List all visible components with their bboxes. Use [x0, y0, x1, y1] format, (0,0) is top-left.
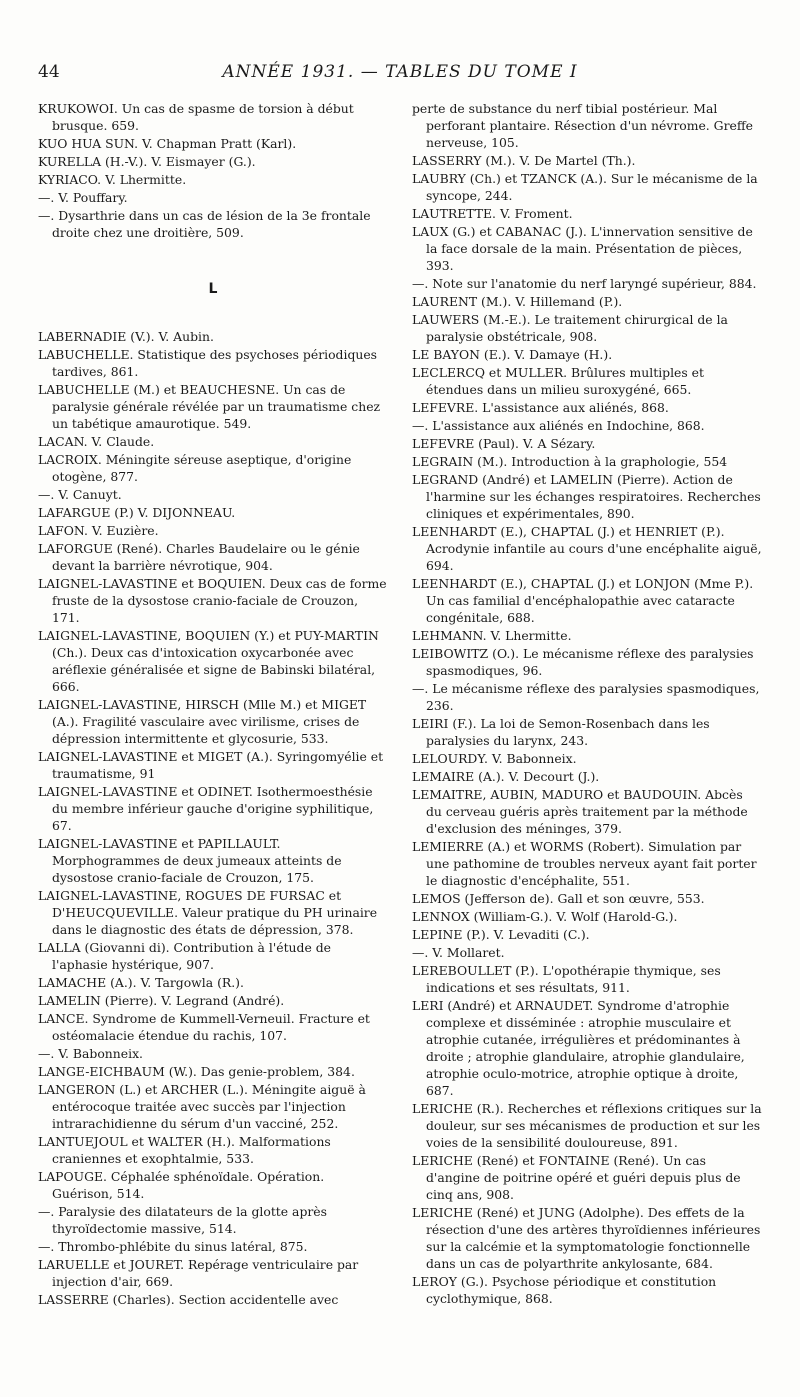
index-entry: LEENHARDT (E.), CHAPTAL (J.) et LONJON (Mme P.). Un cas familial d'encéphalopathie avec cataracte congénitale, 688.: [412, 576, 754, 625]
index-entry: LEGRAIN (M.). Introduction à la graphologie, 554: [412, 454, 728, 469]
index-entry: LASSERRY (M.). V. De Martel (Th.).: [412, 153, 636, 168]
index-entry: LAFORGUE (René). Charles Baudelaire ou le génie devant la barrière névrotique, 904.: [38, 541, 360, 573]
left-column: [38, 100, 388, 1309]
index-entry: LAIGNEL-LAVASTINE, HIRSCH (Mlle M.) et MIGET (A.). Fragilité vasculaire avec virilisme, crises de dépression intermittente et glycosurie, 533.: [38, 697, 367, 746]
index-entry: KURELLA (H.-V.). V. Eismayer (G.).: [38, 154, 256, 169]
index-entry: LEIBOWITZ (O.). Le mécanisme réflexe des paralysies spasmodiques, 96.: [412, 646, 754, 678]
index-entry: LAMELIN (Pierre). V. Legrand (André).: [38, 993, 285, 1008]
index-entry: LEIRI (F.). La loi de Semon-Rosenbach dans les paralysies du larynx, 243.: [412, 716, 710, 748]
index-entry: KRUKOWOI. Un cas de spasme de torsion à début brusque. 659.: [38, 101, 354, 133]
index-entry: LACROIX. Méningite séreuse aseptique, d'origine otogène, 877.: [38, 452, 352, 484]
index-entry: LASSERRE (Charles). Section accidentelle avec: [38, 1292, 339, 1307]
index-entry: —. L'assistance aux aliénés en Indochine, 868.: [412, 418, 705, 433]
index-entry: LE BAYON (E.). V. Damaye (H.).: [412, 347, 613, 362]
index-entry: LANCE. Syndrome de Kummell-Verneuil. Fracture et ostéomalacie étendue du rachis, 107.: [38, 1011, 370, 1043]
index-entry: —. V. Mollaret.: [412, 945, 505, 960]
index-entry: LENNOX (William-G.). V. Wolf (Harold-G.).: [412, 909, 678, 924]
index-entry: LABUCHELLE (M.) et BEAUCHESNE. Un cas de paralysie générale révélée par un traumatisme chez un tabétique amaurotique. 549.: [38, 382, 381, 431]
index-entry: LACAN. V. Claude.: [38, 434, 155, 449]
index-entry: LAFARGUE (P.) V. DIJONNEAU.: [38, 505, 236, 520]
index-entry: LAIGNEL-LAVASTINE et PAPILLAULT. Morphogrammes de deux jumeaux atteints de dysostose cranio-faciale de Crouzon, 175.: [38, 836, 342, 885]
entries-l-right: [412, 100, 762, 1307]
index-entry: LEFEVRE. L'assistance aux aliénés, 868.: [412, 400, 669, 415]
index-entry: LEFEVRE (Paul). V. A Sézary.: [412, 436, 596, 451]
index-entry: LERI (André) et ARNAUDET. Syndrome d'atrophie complexe et disséminée : atrophie musculaire et atrophie cutanée, irrégulières et prédominantes à droite ; atrophie glandulaire, atrophie glandulaire, atrophie oculo-motrice, atrophie optique à droite, 687.: [412, 998, 745, 1098]
index-entry: LERICHE (R.). Recherches et réflexions critiques sur la douleur, sur ses mécanismes de production et sur les voies de la sensibilité douloureuse, 891.: [412, 1101, 762, 1150]
index-entry: LEREBOULLET (P.). L'opothérapie thymique, ses indications et ses résultats, 911.: [412, 963, 721, 995]
index-entry: —. V. Canuyt.: [38, 487, 122, 502]
index-entry: LEPINE (P.). V. Levaditi (C.).: [412, 927, 590, 942]
index-entry: LAIGNEL-LAVASTINE et BOQUIEN. Deux cas de forme fruste de la dysostose cranio-faciale de Crouzon, 171.: [38, 576, 387, 625]
index-entry: LAPOUGE. Céphalée sphénoïdale. Opération. Guérison, 514.: [38, 1169, 325, 1201]
index-entry: LEGRAND (André) et LAMELIN (Pierre). Action de l'harmine sur les échanges respiratoires. Recherches cliniques et expérimentales, 890.: [412, 472, 761, 521]
index-entry: —. Dysarthrie dans un cas de lésion de la 3e frontale droite chez une droitière, 509.: [38, 208, 371, 240]
index-entry: LANTUEJOUL et WALTER (H.). Malformations craniennes et exophtalmie, 533.: [38, 1134, 331, 1166]
index-entry: LAIGNEL-LAVASTINE et ODINET. Isothermoesthésie du membre inférieur gauche d'origine syphilitique, 67.: [38, 784, 374, 833]
index-entry: LABERNADIE (V.). V. Aubin.: [38, 329, 214, 344]
index-entry: —. V. Pouffary.: [38, 190, 128, 205]
running-title: ANNÉE 1931. — TABLES DU TOME I: [222, 62, 578, 82]
index-entry: LECLERCQ et MULLER. Brûlures multiples et étendues dans un milieu suroxygéné, 665.: [412, 365, 704, 397]
index-entry: —. Thrombo-phlébite du sinus latéral, 875.: [38, 1239, 308, 1254]
page-header: [38, 62, 762, 84]
index-entry: LALLA (Giovanni di). Contribution à l'étude de l'aphasie hystérique, 907.: [38, 940, 332, 972]
index-entry: —. Paralysie des dilatateurs de la glotte après thyroïdectomie massive, 514.: [38, 1204, 327, 1236]
index-entry: LAUTRETTE. V. Froment.: [412, 206, 573, 221]
index-entry: LAIGNEL-LAVASTINE, ROGUES DE FURSAC et D'HEUCQUEVILLE. Valeur pratique du PH urinaire dans le diagnostic des états de dépression, 378.: [38, 888, 378, 937]
index-entry: —. Le mécanisme réflexe des paralysies spasmodiques, 236.: [412, 681, 760, 713]
index-entry: LAURENT (M.). V. Hillemand (P.).: [412, 294, 623, 309]
index-entry: LAUBRY (Ch.) et TZANCK (A.). Sur le mécanisme de la syncope, 244.: [412, 171, 758, 203]
index-entry: LANGE-EICHBAUM (W.). Das genie-problem, 384.: [38, 1064, 355, 1079]
index-entry: LEMOS (Jefferson de). Gall et son œuvre, 553.: [412, 891, 705, 906]
index-entry: LEROY (G.). Psychose périodique et constitution cyclothymique, 868.: [412, 1274, 717, 1306]
page-number: 44: [38, 62, 60, 82]
entries-l-left: [38, 328, 388, 1308]
section-letter-heading: L: [208, 281, 218, 297]
index-entry: LARUELLE et JOURET. Repérage ventriculaire par injection d'air, 669.: [38, 1257, 359, 1289]
index-entry: LEMAITRE, AUBIN, MADURO et BAUDOUIN. Abcès du cerveau guéris après traitement par la méthode d'exclusion des méninges, 379.: [412, 787, 748, 836]
index-entry: LAUWERS (M.-E.). Le traitement chirurgical de la paralysie obstétricale, 908.: [412, 312, 728, 344]
index-entry: LERICHE (René) et FONTAINE (René). Un cas d'angine de poitrine opéré et guéri depuis plus de cinq ans, 908.: [412, 1153, 741, 1202]
index-entry: LEMAIRE (A.). V. Decourt (J.).: [412, 769, 600, 784]
index-entry: LERICHE (René) et JUNG (Adolphe). Des effets de la résection d'une des artères thyroïdiennes inférieures sur la calcémie et la symptomatologie fonctionnelle dans un cas de polyarthrite ankylosante, 684.: [412, 1205, 761, 1271]
right-column: [412, 100, 762, 1308]
index-entry: LEENHARDT (E.), CHAPTAL (J.) et HENRIET (P.). Acrodynie infantile au cours d'une encéphalite aiguë, 694.: [412, 524, 762, 573]
index-entry: LAFON. V. Euzière.: [38, 523, 159, 538]
index-entry: LELOURDY. V. Babonneix.: [412, 751, 577, 766]
index-entry: LAIGNEL-LAVASTINE, BOQUIEN (Y.) et PUY-MARTIN (Ch.). Deux cas d'intoxication oxycarbonée avec aréflexie généralisée et signe de Babinski bilatéral, 666.: [38, 628, 379, 694]
index-entry: perte de substance du nerf tibial postérieur. Mal perforant plantaire. Résection d'un névrome. Greffe nerveuse, 105.: [412, 101, 753, 150]
index-entry: LAMACHE (A.). V. Targowla (R.).: [38, 975, 244, 990]
index-entry: KYRIACO. V. Lhermitte.: [38, 172, 187, 187]
index-entry: —. Note sur l'anatomie du nerf laryngé supérieur, 884.: [412, 276, 757, 291]
entries-k: [38, 100, 388, 241]
index-entry: —. V. Babonneix.: [38, 1046, 143, 1061]
index-entry: LEMIERRE (A.) et WORMS (Robert). Simulation par une pathomine de troubles nerveux ayant fait porter le diagnostic d'encéphalite, 551.: [412, 839, 757, 888]
index-entry: LABUCHELLE. Statistique des psychoses périodiques tardives, 861.: [38, 347, 378, 379]
index-entry: KUO HUA SUN. V. Chapman Pratt (Karl).: [38, 136, 297, 151]
index-entry: LEHMANN. V. Lhermitte.: [412, 628, 572, 643]
index-entry: LAUX (G.) et CABANAC (J.). L'innervation sensitive de la face dorsale de la main. Présentation de pièces, 393.: [412, 224, 753, 273]
index-entry: LANGERON (L.) et ARCHER (L.). Méningite aiguë à entérocoque traitée avec succès par l'injection intrarachidienne du sérum d'un vacciné, 252.: [38, 1082, 366, 1131]
index-entry: LAIGNEL-LAVASTINE et MIGET (A.). Syringomyélie et traumatisme, 91: [38, 749, 384, 781]
